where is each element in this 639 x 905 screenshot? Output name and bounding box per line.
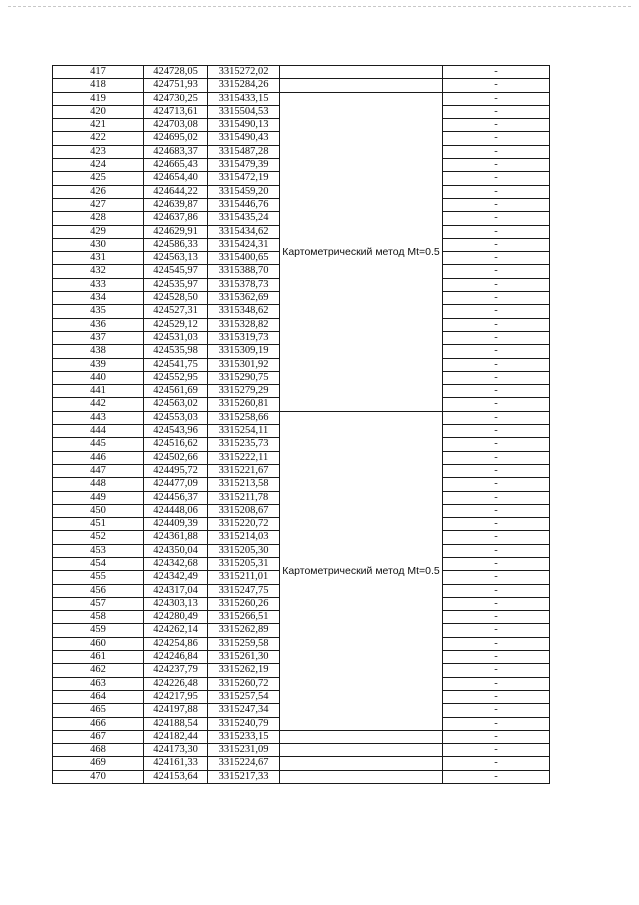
x-coordinate-cell: 424683,37 (144, 145, 208, 158)
status-dash-cell: - (443, 491, 550, 504)
point-number-cell: 418 (53, 79, 144, 92)
method-cell: Картометрический метод Mt=0.5 (280, 92, 443, 411)
x-coordinate-cell: 424254,86 (144, 637, 208, 650)
point-number-cell: 442 (53, 398, 144, 411)
y-coordinate-cell: 3315221,67 (208, 464, 280, 477)
status-dash-cell: - (443, 730, 550, 743)
x-coordinate-cell: 424563,13 (144, 252, 208, 265)
x-coordinate-cell: 424552,95 (144, 371, 208, 384)
y-coordinate-cell: 3315284,26 (208, 79, 280, 92)
coordinates-table (52, 65, 550, 784)
y-coordinate-cell: 3315254,11 (208, 425, 280, 438)
y-coordinate-cell: 3315479,39 (208, 159, 280, 172)
status-dash-cell: - (443, 292, 550, 305)
point-number-cell: 431 (53, 252, 144, 265)
x-coordinate-cell: 424527,31 (144, 305, 208, 318)
x-coordinate-cell: 424637,86 (144, 212, 208, 225)
y-coordinate-cell: 3315260,81 (208, 398, 280, 411)
status-dash-cell: - (443, 624, 550, 637)
x-coordinate-cell: 424153,64 (144, 770, 208, 783)
x-coordinate-cell: 424182,44 (144, 730, 208, 743)
point-number-cell: 458 (53, 611, 144, 624)
x-coordinate-cell: 424280,49 (144, 611, 208, 624)
x-coordinate-cell: 424237,79 (144, 664, 208, 677)
x-coordinate-cell: 424563,02 (144, 398, 208, 411)
method-cell: Картометрический метод Mt=0.5 (280, 411, 443, 730)
y-coordinate-cell: 3315211,01 (208, 571, 280, 584)
status-dash-cell: - (443, 105, 550, 118)
y-coordinate-cell: 3315205,30 (208, 544, 280, 557)
y-coordinate-cell: 3315378,73 (208, 278, 280, 291)
status-dash-cell: - (443, 252, 550, 265)
x-coordinate-cell: 424448,06 (144, 504, 208, 517)
y-coordinate-cell: 3315272,02 (208, 66, 280, 79)
point-number-cell: 446 (53, 451, 144, 464)
x-coordinate-cell: 424350,04 (144, 544, 208, 557)
status-dash-cell: - (443, 584, 550, 597)
method-cell-empty (280, 79, 443, 92)
point-number-cell: 427 (53, 198, 144, 211)
status-dash-cell: - (443, 611, 550, 624)
y-coordinate-cell: 3315290,75 (208, 371, 280, 384)
y-coordinate-cell: 3315261,30 (208, 651, 280, 664)
status-dash-cell: - (443, 411, 550, 424)
y-coordinate-cell: 3315217,33 (208, 770, 280, 783)
table-row (53, 730, 550, 743)
point-number-cell: 436 (53, 318, 144, 331)
status-dash-cell: - (443, 690, 550, 703)
point-number-cell: 455 (53, 571, 144, 584)
y-coordinate-cell: 3315213,58 (208, 478, 280, 491)
x-coordinate-cell: 424262,14 (144, 624, 208, 637)
x-coordinate-cell: 424629,91 (144, 225, 208, 238)
table-row (53, 757, 550, 770)
status-dash-cell: - (443, 557, 550, 570)
y-coordinate-cell: 3315260,26 (208, 597, 280, 610)
y-coordinate-cell: 3315490,43 (208, 132, 280, 145)
status-dash-cell: - (443, 717, 550, 730)
y-coordinate-cell: 3315231,09 (208, 744, 280, 757)
x-coordinate-cell: 424217,95 (144, 690, 208, 703)
y-coordinate-cell: 3315257,54 (208, 690, 280, 703)
x-coordinate-cell: 424665,43 (144, 159, 208, 172)
x-coordinate-cell: 424529,12 (144, 318, 208, 331)
status-dash-cell: - (443, 145, 550, 158)
status-dash-cell: - (443, 159, 550, 172)
status-dash-cell: - (443, 757, 550, 770)
x-coordinate-cell: 424361,88 (144, 531, 208, 544)
x-coordinate-cell: 424342,68 (144, 557, 208, 570)
status-dash-cell: - (443, 265, 550, 278)
status-dash-cell: - (443, 119, 550, 132)
x-coordinate-cell: 424535,98 (144, 345, 208, 358)
x-coordinate-cell: 424528,50 (144, 292, 208, 305)
point-number-cell: 450 (53, 504, 144, 517)
point-number-cell: 451 (53, 518, 144, 531)
point-number-cell: 467 (53, 730, 144, 743)
status-dash-cell: - (443, 651, 550, 664)
y-coordinate-cell: 3315259,58 (208, 637, 280, 650)
point-number-cell: 440 (53, 371, 144, 384)
x-coordinate-cell: 424639,87 (144, 198, 208, 211)
x-coordinate-cell: 424713,61 (144, 105, 208, 118)
table-row (53, 79, 550, 92)
status-dash-cell: - (443, 425, 550, 438)
point-number-cell: 459 (53, 624, 144, 637)
point-number-cell: 417 (53, 66, 144, 79)
point-number-cell: 448 (53, 478, 144, 491)
x-coordinate-cell: 424502,66 (144, 451, 208, 464)
y-coordinate-cell: 3315301,92 (208, 358, 280, 371)
y-coordinate-cell: 3315260,72 (208, 677, 280, 690)
point-number-cell: 438 (53, 345, 144, 358)
point-number-cell: 470 (53, 770, 144, 783)
point-number-cell: 420 (53, 105, 144, 118)
y-coordinate-cell: 3315262,89 (208, 624, 280, 637)
x-coordinate-cell: 424173,30 (144, 744, 208, 757)
point-number-cell: 449 (53, 491, 144, 504)
status-dash-cell: - (443, 571, 550, 584)
point-number-cell: 457 (53, 597, 144, 610)
point-number-cell: 434 (53, 292, 144, 305)
point-number-cell: 462 (53, 664, 144, 677)
status-dash-cell: - (443, 518, 550, 531)
point-number-cell: 464 (53, 690, 144, 703)
point-number-cell: 452 (53, 531, 144, 544)
y-coordinate-cell: 3315348,62 (208, 305, 280, 318)
x-coordinate-cell: 424303,13 (144, 597, 208, 610)
status-dash-cell: - (443, 132, 550, 145)
status-dash-cell: - (443, 451, 550, 464)
status-dash-cell: - (443, 531, 550, 544)
y-coordinate-cell: 3315240,79 (208, 717, 280, 730)
y-coordinate-cell: 3315258,66 (208, 411, 280, 424)
y-coordinate-cell: 3315211,78 (208, 491, 280, 504)
table-row (53, 744, 550, 757)
point-number-cell: 424 (53, 159, 144, 172)
x-coordinate-cell: 424516,62 (144, 438, 208, 451)
status-dash-cell: - (443, 225, 550, 238)
point-number-cell: 428 (53, 212, 144, 225)
status-dash-cell: - (443, 212, 550, 225)
x-coordinate-cell: 424728,05 (144, 66, 208, 79)
y-coordinate-cell: 3315220,72 (208, 518, 280, 531)
point-number-cell: 435 (53, 305, 144, 318)
point-number-cell: 419 (53, 92, 144, 105)
point-number-cell: 426 (53, 185, 144, 198)
x-coordinate-cell: 424561,69 (144, 385, 208, 398)
status-dash-cell: - (443, 385, 550, 398)
point-number-cell: 423 (53, 145, 144, 158)
x-coordinate-cell: 424751,93 (144, 79, 208, 92)
status-dash-cell: - (443, 305, 550, 318)
point-number-cell: 441 (53, 385, 144, 398)
status-dash-cell: - (443, 597, 550, 610)
point-number-cell: 469 (53, 757, 144, 770)
table-row (53, 66, 550, 79)
status-dash-cell: - (443, 79, 550, 92)
point-number-cell: 444 (53, 425, 144, 438)
y-coordinate-cell: 3315222,11 (208, 451, 280, 464)
y-coordinate-cell: 3315247,75 (208, 584, 280, 597)
status-dash-cell: - (443, 92, 550, 105)
point-number-cell: 422 (53, 132, 144, 145)
point-number-cell: 456 (53, 584, 144, 597)
table-row (53, 411, 550, 424)
status-dash-cell: - (443, 172, 550, 185)
y-coordinate-cell: 3315490,13 (208, 119, 280, 132)
status-dash-cell: - (443, 278, 550, 291)
coordinates-table-body (53, 66, 550, 784)
y-coordinate-cell: 3315434,62 (208, 225, 280, 238)
x-coordinate-cell: 424531,03 (144, 331, 208, 344)
y-coordinate-cell: 3315459,20 (208, 185, 280, 198)
status-dash-cell: - (443, 238, 550, 251)
x-coordinate-cell: 424541,75 (144, 358, 208, 371)
point-number-cell: 461 (53, 651, 144, 664)
y-coordinate-cell: 3315487,28 (208, 145, 280, 158)
y-coordinate-cell: 3315388,70 (208, 265, 280, 278)
y-coordinate-cell: 3315205,31 (208, 557, 280, 570)
point-number-cell: 421 (53, 119, 144, 132)
method-cell-empty (280, 770, 443, 783)
y-coordinate-cell: 3315400,65 (208, 252, 280, 265)
y-coordinate-cell: 3315266,51 (208, 611, 280, 624)
y-coordinate-cell: 3315279,29 (208, 385, 280, 398)
y-coordinate-cell: 3315472,19 (208, 172, 280, 185)
x-coordinate-cell: 424246,84 (144, 651, 208, 664)
x-coordinate-cell: 424477,09 (144, 478, 208, 491)
status-dash-cell: - (443, 544, 550, 557)
x-coordinate-cell: 424695,02 (144, 132, 208, 145)
status-dash-cell: - (443, 398, 550, 411)
x-coordinate-cell: 424226,48 (144, 677, 208, 690)
x-coordinate-cell: 424188,54 (144, 717, 208, 730)
status-dash-cell: - (443, 770, 550, 783)
x-coordinate-cell: 424456,37 (144, 491, 208, 504)
point-number-cell: 425 (53, 172, 144, 185)
table-row (53, 92, 550, 105)
point-number-cell: 460 (53, 637, 144, 650)
x-coordinate-cell: 424197,88 (144, 704, 208, 717)
y-coordinate-cell: 3315309,19 (208, 345, 280, 358)
point-number-cell: 443 (53, 411, 144, 424)
status-dash-cell: - (443, 185, 550, 198)
x-coordinate-cell: 424553,03 (144, 411, 208, 424)
status-dash-cell: - (443, 677, 550, 690)
point-number-cell: 445 (53, 438, 144, 451)
status-dash-cell: - (443, 371, 550, 384)
point-number-cell: 439 (53, 358, 144, 371)
x-coordinate-cell: 424543,96 (144, 425, 208, 438)
x-coordinate-cell: 424545,97 (144, 265, 208, 278)
status-dash-cell: - (443, 704, 550, 717)
status-dash-cell: - (443, 66, 550, 79)
y-coordinate-cell: 3315235,73 (208, 438, 280, 451)
x-coordinate-cell: 424317,04 (144, 584, 208, 597)
status-dash-cell: - (443, 504, 550, 517)
x-coordinate-cell: 424644,22 (144, 185, 208, 198)
method-cell-empty (280, 66, 443, 79)
point-number-cell: 447 (53, 464, 144, 477)
y-coordinate-cell: 3315214,03 (208, 531, 280, 544)
status-dash-cell: - (443, 664, 550, 677)
point-number-cell: 453 (53, 544, 144, 557)
y-coordinate-cell: 3315435,24 (208, 212, 280, 225)
y-coordinate-cell: 3315362,69 (208, 292, 280, 305)
x-coordinate-cell: 424654,40 (144, 172, 208, 185)
scan-artifact-line (8, 6, 631, 7)
y-coordinate-cell: 3315319,73 (208, 331, 280, 344)
point-number-cell: 463 (53, 677, 144, 690)
status-dash-cell: - (443, 438, 550, 451)
point-number-cell: 430 (53, 238, 144, 251)
y-coordinate-cell: 3315233,15 (208, 730, 280, 743)
method-cell-empty (280, 744, 443, 757)
y-coordinate-cell: 3315424,31 (208, 238, 280, 251)
status-dash-cell: - (443, 637, 550, 650)
y-coordinate-cell: 3315504,53 (208, 105, 280, 118)
status-dash-cell: - (443, 331, 550, 344)
x-coordinate-cell: 424730,25 (144, 92, 208, 105)
status-dash-cell: - (443, 464, 550, 477)
y-coordinate-cell: 3315247,34 (208, 704, 280, 717)
y-coordinate-cell: 3315328,82 (208, 318, 280, 331)
y-coordinate-cell: 3315262,19 (208, 664, 280, 677)
y-coordinate-cell: 3315433,15 (208, 92, 280, 105)
x-coordinate-cell: 424586,33 (144, 238, 208, 251)
point-number-cell: 432 (53, 265, 144, 278)
status-dash-cell: - (443, 345, 550, 358)
x-coordinate-cell: 424342,49 (144, 571, 208, 584)
point-number-cell: 437 (53, 331, 144, 344)
x-coordinate-cell: 424495,72 (144, 464, 208, 477)
y-coordinate-cell: 3315446,76 (208, 198, 280, 211)
point-number-cell: 466 (53, 717, 144, 730)
status-dash-cell: - (443, 478, 550, 491)
point-number-cell: 465 (53, 704, 144, 717)
x-coordinate-cell: 424161,33 (144, 757, 208, 770)
method-cell-empty (280, 730, 443, 743)
method-cell-empty (280, 757, 443, 770)
point-number-cell: 429 (53, 225, 144, 238)
status-dash-cell: - (443, 358, 550, 371)
point-number-cell: 454 (53, 557, 144, 570)
x-coordinate-cell: 424535,97 (144, 278, 208, 291)
x-coordinate-cell: 424703,08 (144, 119, 208, 132)
table-row (53, 770, 550, 783)
y-coordinate-cell: 3315208,67 (208, 504, 280, 517)
status-dash-cell: - (443, 198, 550, 211)
y-coordinate-cell: 3315224,67 (208, 757, 280, 770)
status-dash-cell: - (443, 744, 550, 757)
status-dash-cell: - (443, 318, 550, 331)
point-number-cell: 433 (53, 278, 144, 291)
point-number-cell: 468 (53, 744, 144, 757)
x-coordinate-cell: 424409,39 (144, 518, 208, 531)
